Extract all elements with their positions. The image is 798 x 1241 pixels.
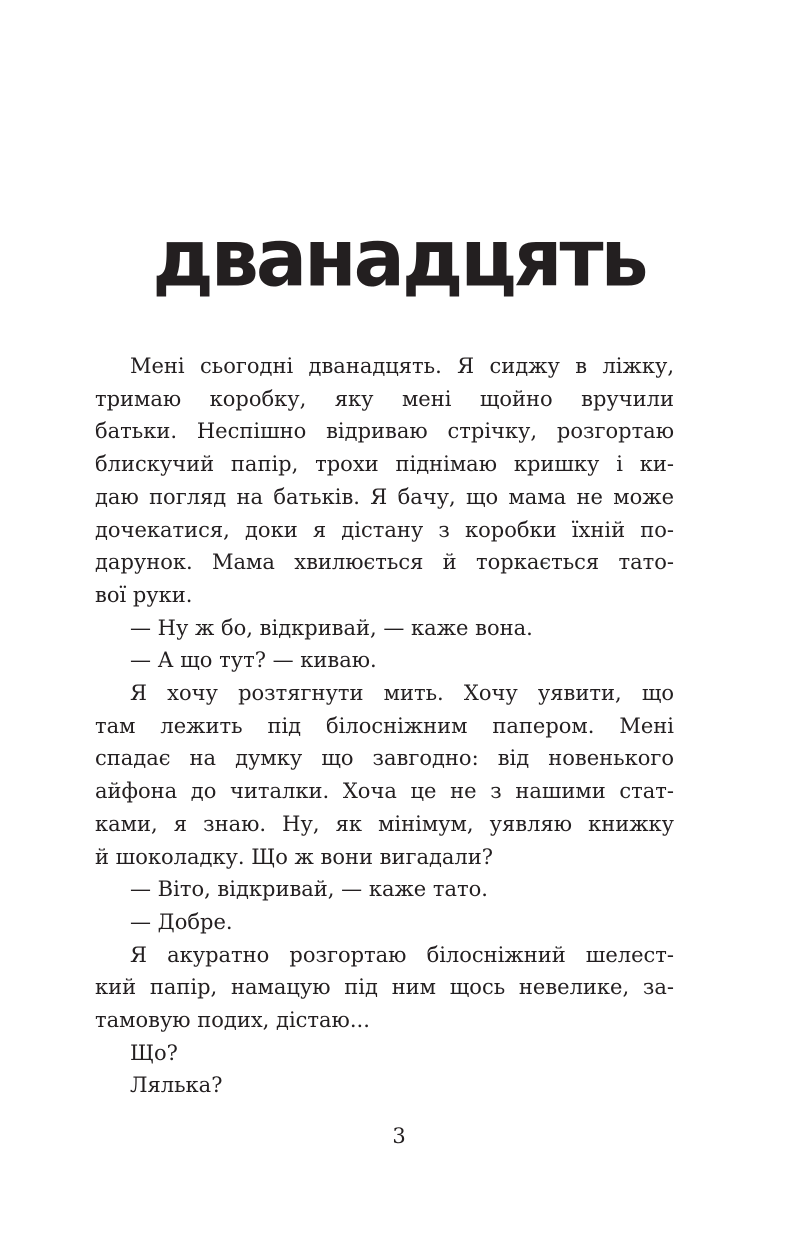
paragraph bbox=[95, 1069, 674, 1102]
text-line: дочекатися, доки я дістану з коробки їхній по- bbox=[95, 517, 674, 542]
page-number: 3 bbox=[392, 1124, 406, 1148]
text-line: Мені сьогодні дванадцять. Я сиджу в ліжку, bbox=[130, 354, 674, 378]
text-line: батьки. Неспішно відриваю стрічку, розгортаю bbox=[95, 419, 674, 444]
text-line: там лежить під білосніжним папером. Мені bbox=[95, 713, 674, 738]
text-line: — Віто, відкривай, — каже тато. bbox=[130, 877, 488, 902]
chapter-title: дванадцять bbox=[152, 210, 646, 305]
text-line: Що? bbox=[130, 1040, 178, 1065]
text-line: Я акуратно розгортаю білосніжний шелест- bbox=[130, 942, 674, 967]
paragraph bbox=[95, 350, 674, 612]
text-line: дарунок. Мама хвилюється й торкається тато- bbox=[95, 550, 674, 575]
text-line: Я хочу розтягнути мить. Хочу уявити, що bbox=[130, 681, 674, 706]
paragraph bbox=[95, 873, 674, 906]
paragraph bbox=[95, 1037, 674, 1070]
text-line: — Ну ж бо, відкривай, — каже вона. bbox=[130, 615, 533, 640]
text-line: — А що тут? — киваю. bbox=[130, 648, 377, 673]
paragraph bbox=[95, 644, 674, 677]
text-line: даю погляд на батьків. Я бачу, що мама не може bbox=[95, 484, 674, 509]
text-line: спадає на думку що завгодно: від новенького bbox=[95, 746, 674, 771]
text-line: блискучий папір, трохи піднімаю кришку і ки- bbox=[95, 452, 674, 477]
text-line: айфона до читалки. Хоча це не з нашими стат- bbox=[95, 779, 674, 804]
text-line: тамовую подих, дістаю... bbox=[95, 1008, 370, 1033]
paragraph bbox=[95, 939, 674, 1037]
paragraph bbox=[95, 677, 674, 873]
body-text bbox=[95, 350, 674, 1102]
text-line: й шоколадку. Що ж вони вигадали? bbox=[95, 844, 494, 869]
text-line: Лялька? bbox=[130, 1073, 223, 1098]
text-line: кий папір, намацую під ним щось невелике, за- bbox=[95, 975, 674, 1000]
paragraph bbox=[95, 612, 674, 645]
paragraph bbox=[95, 906, 674, 939]
text-line: тримаю коробку, яку мені щойно вручили bbox=[95, 386, 674, 411]
text-line: — Добре. bbox=[130, 909, 233, 934]
text-line: вої руки. bbox=[95, 582, 193, 607]
text-line: ками, я знаю. Ну, як мінімум, уявляю книжку bbox=[95, 811, 674, 836]
